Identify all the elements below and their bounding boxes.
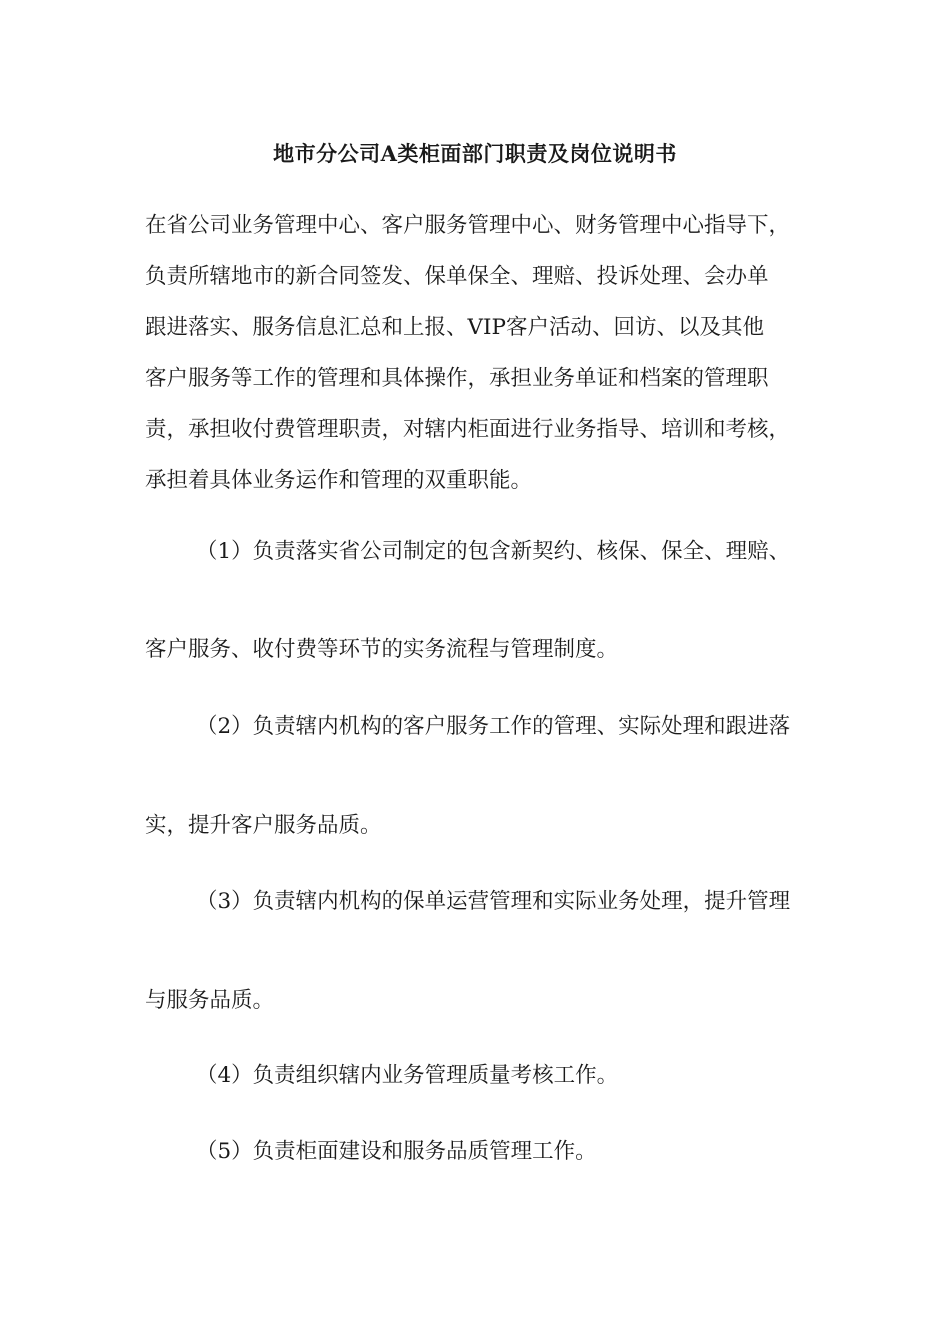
duty-item-1-line-1: （1）负责落实省公司制定的包含新契约、核保、保全、理赔、: [196, 539, 791, 564]
duty-item-2-line-2: 实，提升客户服务品质。: [145, 813, 382, 838]
duty-item-4: （4）负责组织辖内业务管理质量考核工作。: [196, 1063, 619, 1088]
intro-line: 责，承担收付费管理职责，对辖内柜面进行业务指导、培训和考核，: [145, 417, 791, 442]
intro-line: 承担着具体业务运作和管理的双重职能。: [145, 468, 533, 493]
duty-item-3-line-2: 与服务品质。: [145, 988, 275, 1013]
duty-item-2-line-1: （2）负责辖内机构的客户服务工作的管理、实际处理和跟进落: [196, 714, 791, 739]
duty-item-1-line-2: 客户服务、收付费等环节的实务流程与管理制度。: [145, 637, 619, 662]
duty-item-3-line-1: （3）负责辖内机构的保单运营管理和实际业务处理，提升管理: [196, 889, 791, 914]
intro-line: 负责所辖地市的新合同签发、保单保全、理赔、投诉处理、会办单: [145, 264, 769, 289]
intro-line: 客户服务等工作的管理和具体操作，承担业务单证和档案的管理职: [145, 366, 769, 391]
intro-line: 在省公司业务管理中心、客户服务管理中心、财务管理中心指导下，: [145, 213, 791, 238]
document-title: 地市分公司A类柜面部门职责及岗位说明书: [273, 141, 677, 166]
intro-paragraph: [145, 208, 835, 514]
intro-line: 跟进落实、服务信息汇总和上报、VIP客户活动、回访、以及其他: [145, 315, 764, 340]
duty-item-5: （5）负责柜面建设和服务品质管理工作。: [196, 1139, 597, 1164]
